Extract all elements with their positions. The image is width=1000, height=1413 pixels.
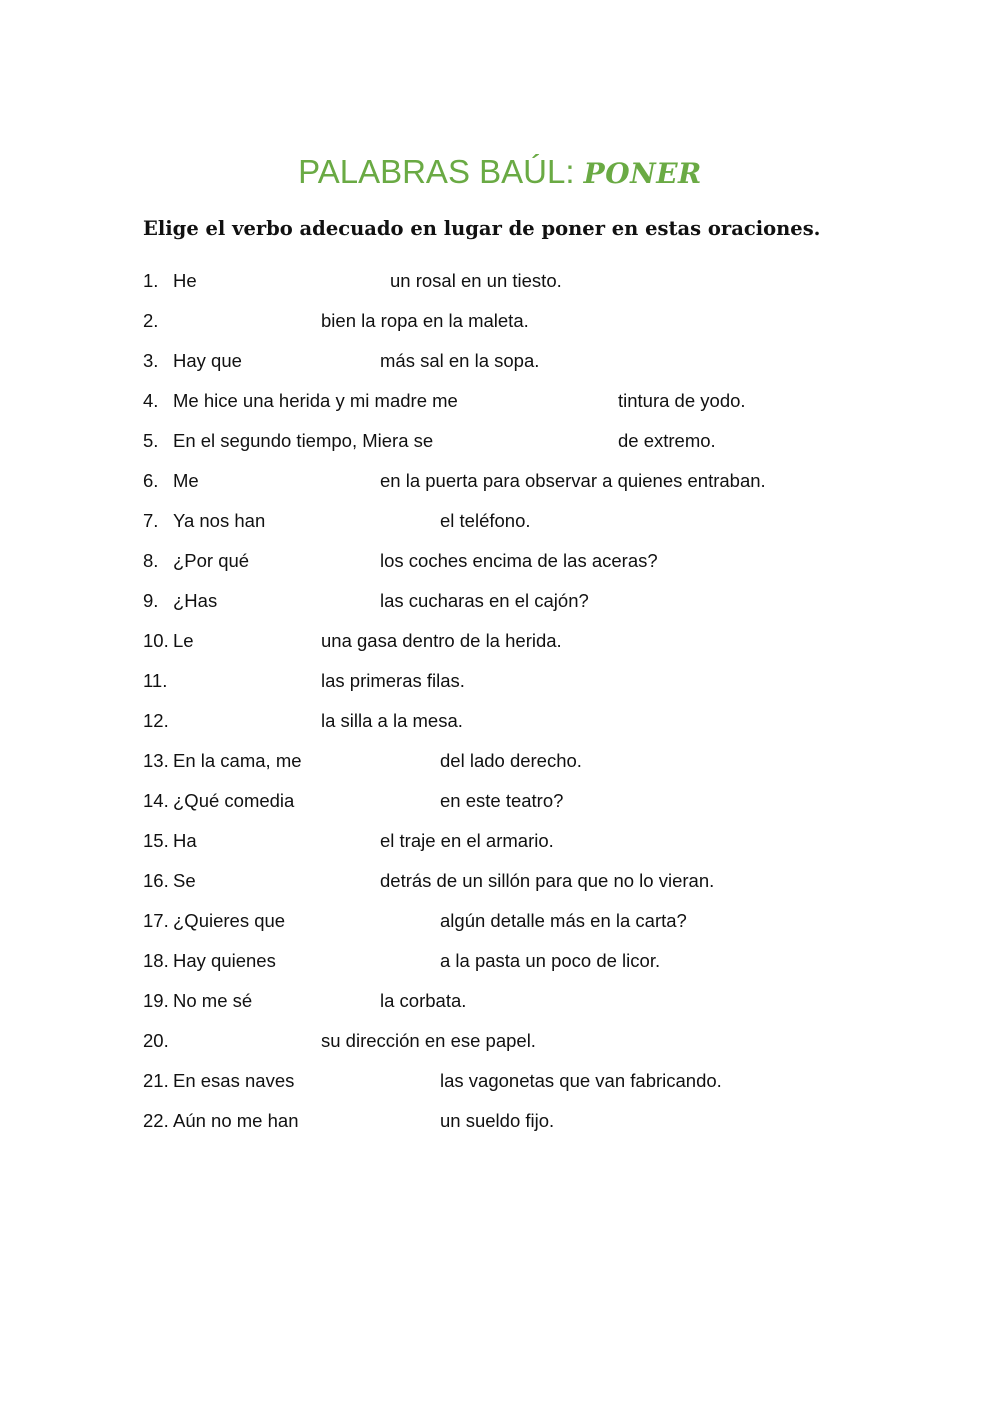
- exercise-item: [143, 746, 903, 786]
- exercise-item: [143, 306, 903, 346]
- exercise-item: [143, 906, 903, 946]
- title-prefix: PALABRAS BAÚL:: [298, 153, 584, 190]
- exercise-text-after: las cucharas en el cajón?: [380, 590, 589, 611]
- exercise-number: 22.: [143, 1110, 169, 1131]
- exercise-number: 18.: [143, 950, 169, 971]
- exercise-text-before: ¿Has: [173, 590, 218, 611]
- exercise-text-after: la silla a la mesa.: [321, 710, 463, 731]
- exercise-text-after: la corbata.: [380, 990, 467, 1011]
- exercise-text-before: Me: [173, 470, 199, 491]
- exercise-item: [143, 386, 903, 426]
- exercise-text-before: ¿Por qué: [173, 550, 250, 571]
- exercise-text-after: el teléfono.: [440, 510, 531, 531]
- exercise-item: [143, 866, 903, 906]
- exercise-item: [143, 266, 903, 306]
- exercise-number: 11.: [143, 670, 168, 691]
- exercise-text-before: Hay quienes: [173, 950, 276, 971]
- instruction-text: Elige el verbo adecuado en lugar de poner en estas oraciones.: [143, 217, 821, 240]
- exercise-text-after: del lado derecho.: [440, 750, 582, 771]
- exercise-text-before: En el segundo tiempo, Miera se: [173, 430, 434, 451]
- exercise-text-after: en este teatro?: [440, 790, 564, 811]
- exercise-number: 16.: [143, 870, 169, 891]
- exercise-item: [143, 626, 903, 666]
- exercise-text-after: en la puerta para observar a quienes entraban.: [380, 470, 766, 491]
- exercise-text-before: He: [173, 270, 197, 291]
- exercise-text-after: un rosal en un tiesto.: [390, 270, 562, 291]
- exercise-text-after: algún detalle más en la carta?: [440, 910, 687, 931]
- page-title: [0, 150, 1000, 196]
- exercise-item: [143, 826, 903, 866]
- exercise-item: [143, 586, 903, 626]
- exercise-text-before: ¿Qué comedia: [173, 790, 295, 811]
- exercise-item: [143, 1106, 903, 1146]
- exercise-item: [143, 706, 903, 746]
- exercise-text-before: En la cama, me: [173, 750, 302, 771]
- exercise-item: [143, 546, 903, 586]
- exercise-text-after: más sal en la sopa.: [380, 350, 540, 371]
- exercise-text-before: En esas naves: [173, 1070, 295, 1091]
- exercise-number: 14.: [143, 790, 169, 811]
- exercise-number: 1.: [143, 270, 159, 291]
- exercise-text-after: de extremo.: [618, 430, 716, 451]
- exercise-number: 4.: [143, 390, 159, 411]
- exercise-text-after: un sueldo fijo.: [440, 1110, 555, 1131]
- exercise-text-before: Se: [173, 870, 196, 891]
- exercise-text-after: a la pasta un poco de licor.: [440, 950, 661, 971]
- exercise-number: 5.: [143, 430, 159, 451]
- exercise-text-before: Ha: [173, 830, 197, 851]
- exercise-text-before: Ya nos han: [173, 510, 266, 531]
- exercise-number: 12.: [143, 710, 169, 731]
- exercise-text-after: tintura de yodo.: [618, 390, 746, 411]
- exercise-number: 2.: [143, 310, 159, 331]
- exercise-item: [143, 1026, 903, 1066]
- exercise-text-before: ¿Quieres que: [173, 910, 286, 931]
- exercise-item: [143, 466, 903, 506]
- title-keyword: PONER: [583, 157, 702, 190]
- exercise-number: 10.: [143, 630, 169, 651]
- exercise-number: 7.: [143, 510, 159, 531]
- exercise-text-after: una gasa dentro de la herida.: [321, 630, 562, 651]
- exercise-number: 17.: [143, 910, 169, 931]
- exercise-text-after: los coches encima de las aceras?: [380, 550, 658, 571]
- exercise-item: [143, 506, 903, 546]
- exercise-text-after: el traje en el armario.: [380, 830, 554, 851]
- exercise-number: 3.: [143, 350, 159, 371]
- exercise-number: 8.: [143, 550, 159, 571]
- exercise-number: 15.: [143, 830, 169, 851]
- exercise-text-after: las vagonetas que van fabricando.: [440, 1070, 722, 1091]
- exercise-number: 20.: [143, 1030, 169, 1051]
- exercise-item: [143, 786, 903, 826]
- exercise-text-after: su dirección en ese papel.: [321, 1030, 536, 1051]
- exercise-item: [143, 666, 903, 706]
- exercise-number: 6.: [143, 470, 159, 491]
- exercise-text-before: Hay que: [173, 350, 242, 371]
- exercise-number: 13.: [143, 750, 169, 771]
- exercise-item: [143, 346, 903, 386]
- exercise-item: [143, 986, 903, 1026]
- exercise-text-before: Me hice una herida y mi madre me: [173, 390, 458, 411]
- exercise-text-before: No me sé: [173, 990, 253, 1011]
- exercise-item: [143, 946, 903, 986]
- exercise-number: 9.: [143, 590, 159, 611]
- exercise-text-after: bien la ropa en la maleta.: [321, 310, 529, 331]
- exercise-text-before: Aún no me han: [173, 1110, 299, 1131]
- exercise-item: [143, 1066, 903, 1106]
- exercise-text-after: detrás de un sillón para que no lo vieran.: [380, 870, 715, 891]
- exercise-list: [143, 266, 903, 1146]
- exercise-text-after: las primeras filas.: [321, 670, 465, 691]
- exercise-number: 21.: [143, 1070, 169, 1091]
- exercise-item: [143, 426, 903, 466]
- exercise-text-before: Le: [173, 630, 194, 651]
- exercise-number: 19.: [143, 990, 169, 1011]
